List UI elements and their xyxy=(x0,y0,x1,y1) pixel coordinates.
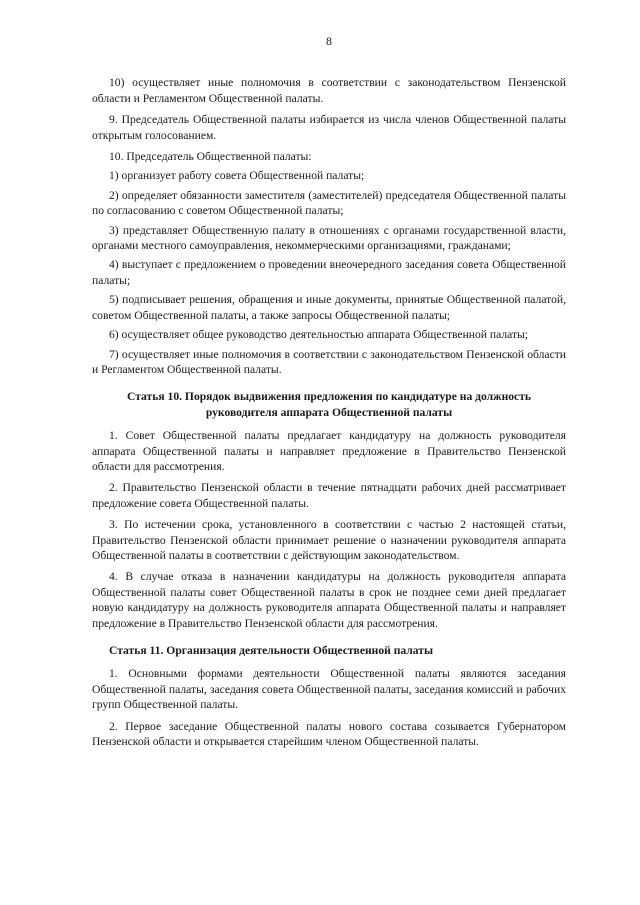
paragraph: 1. Совет Общественной палаты предлагает кандидатуру на должность руководителя аппарата Общественной палаты и направляет предложение в Правительство Пензенской области для рассмотрения. xyxy=(92,429,566,473)
paragraph: 10) осуществляет иные полномочия в соответствии с законодательством Пензенской области и Регламентом Общественной палаты. xyxy=(92,76,566,105)
paragraph: 1. Основными формами деятельности Общественной палаты являются заседания Общественной палаты, заседания совета Общественной палаты, заседания комиссий и рабочих групп Общественной палаты. xyxy=(92,667,566,712)
list-item: 6) осуществляет общее руководство деятельностью аппарата Общественной палаты; xyxy=(109,328,529,342)
paragraph: 3. По истечении срока, установленного в соответствии с частью 2 настоящей статьи, Правительство Пензенской области принимает решение о назначении руководителя аппарата Общественной палаты в соответствии с действующим законодательством. xyxy=(92,518,566,562)
paragraph: 9. Председатель Общественной палаты избирается из числа членов Общественной палаты открытым голосованием. xyxy=(92,113,566,142)
document-page xyxy=(92,34,566,755)
list-item: 1) организует работу совета Общественной палаты; xyxy=(109,169,365,183)
paragraph: 10. Председатель Общественной палаты: xyxy=(109,150,312,164)
list-item: 7) осуществляет иные полномочия в соответствии с законодательством Пензенской области и Регламентом Общественной палаты. xyxy=(92,347,566,376)
list-item: 4) выступает с предложением о проведении внеочередного заседания совета Общественной палаты; xyxy=(92,258,566,287)
paragraph: 4. В случае отказа в назначении кандидатуры на должность руководителя аппарата Общественной палаты совет Общественной палаты в срок не позднее семи дней предлагает новую кандидатуру на должность руководителя аппарата Общественной палаты и направляет предложение в Правительство Пензенской области для рассмотрения. xyxy=(92,570,566,630)
list-item: 2) определяет обязанности заместителя (заместителей) председателя Общественной палаты по согласованию с советом Общественной палаты; xyxy=(92,188,566,218)
paragraph: 2. Первое заседание Общественной палаты нового состава созывается Губернатором Пензенской области и открывается старейшим членом Общественной палаты. xyxy=(92,719,566,749)
article-10-heading: Статья 10. Порядок выдвижения предложения по кандидатуре на должность руководителя аппарата Общественной палаты xyxy=(126,390,532,419)
list-item: 5) подписывает решения, обращения и иные документы, принятые Общественной палатой, советом Общественной палаты, а также запросы Общественной палаты; xyxy=(92,293,566,322)
list-item: 3) представляет Общественную палату в отношениях с органами государственной власти, органами местного самоуправления, некоммерческими организациями, гражданами; xyxy=(92,223,566,253)
page-number: 8 xyxy=(326,34,332,48)
paragraph: 2. Правительство Пензенской области в течение пятнадцати рабочих дней рассматривает предложение совета Общественной палаты. xyxy=(92,481,566,510)
article-11-heading: Статья 11. Организация деятельности Общественной палаты xyxy=(109,644,434,657)
